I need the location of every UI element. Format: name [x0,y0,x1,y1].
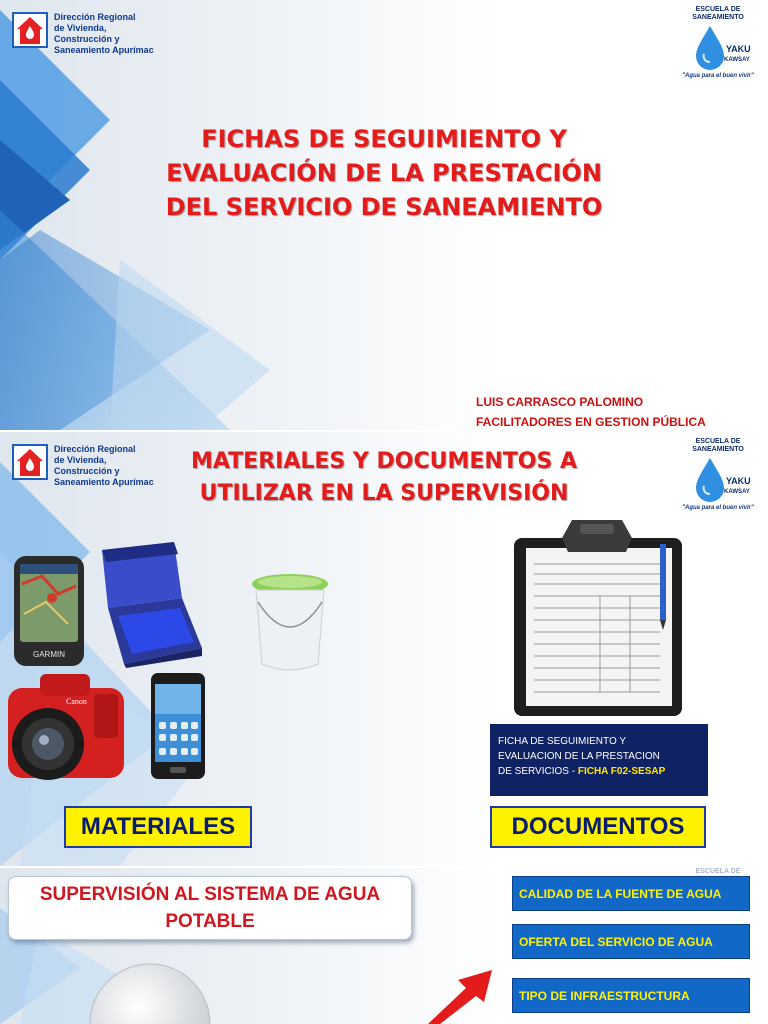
presenter-role: FACILITADORES EN GESTION PÚBLICA [476,415,706,429]
school-motto: "Agua para el buen vivir" [682,73,754,79]
caption-line: EVALUACION DE LA PRESTACION [498,751,660,762]
house-drop-logo-icon [12,12,48,48]
school-brand-line: KAWSAY [724,57,750,63]
organization-logo [12,12,154,56]
school-brand-line: KAWSAY [724,489,750,495]
form-code: FICHA F02-SESAP [577,766,666,777]
sphere-image [88,960,212,1024]
gps-brand-text: GARMIN [33,650,65,659]
organization-name [54,12,154,56]
presenter-credits [476,392,706,432]
slide-materials [0,432,768,866]
materials-label: MATERIALES [64,806,252,848]
camera-brand-text: Canon [66,697,87,706]
option-infrastructure-type[interactable]: TIPO DE INFRAESTRUCTURA [512,978,750,1013]
option-water-service-offer[interactable]: OFERTA DEL SERVICIO DE AGUA [512,924,750,959]
school-brand-line: YAKU [726,476,751,486]
caption-line: FICHA DE SEGUIMIENTO Y [498,736,626,747]
school-name-line: ESCUELA DE [695,6,741,13]
red-arrow-icon [424,966,500,1024]
school-name-line: SANEAMIENTO [692,14,744,21]
water-drop-icon [690,24,751,72]
school-name-line: SANEAMIENTO [692,446,744,453]
header-line: POTABLE [165,911,255,932]
title-line: FICHAS DE SEGUIMIENTO Y [201,125,567,153]
organization-line: Dirección Regional [54,12,136,22]
presenter-name: LUIS CARRASCO PALOMINO [476,395,644,409]
school-brand-line: YAKU [726,44,751,54]
organization-line: de Vivienda, [54,23,107,33]
header-line: SUPERVISIÓN AL SISTEMA DE AGUA [39,884,381,905]
camera-image [4,668,124,788]
title-line: MATERIALES Y DOCUMENTOS A [190,449,578,474]
title-line: UTILIZAR EN LA SUPERVISIÓN [199,481,569,506]
ink-pad-image [98,542,204,668]
gps-device-image [12,554,86,668]
organization-line: Construcción y [54,466,120,476]
caption-line: DE SERVICIOS - [498,766,578,777]
slide-supervision [0,868,768,1024]
title-line: DEL SERVICIO DE SANEAMIENTO [165,193,603,221]
school-name-line: ESCUELA DE [695,868,741,875]
organization-line: de Vivienda, [54,455,107,465]
clipboard-image [510,518,686,718]
title-line: EVALUACIÓN DE LA PRESTACIÓN [166,159,602,187]
sample-bucket-image [248,572,332,676]
slide-title-heading [0,446,768,510]
option-water-source-quality[interactable]: CALIDAD DE LA FUENTE DE AGUA [512,876,750,911]
organization-line: Saneamiento Apurímac [54,45,154,55]
slide-title-heading [0,122,768,224]
organization-line: Saneamiento Apurímac [54,477,154,487]
school-motto: "Agua para el buen vivir" [682,505,754,511]
organization-line: Dirección Regional [54,444,136,454]
documents-label: DOCUMENTOS [490,806,706,848]
document-caption [490,724,708,796]
slide-title [0,0,768,430]
section-header [8,876,412,940]
school-name-line: ESCUELA DE [695,438,741,445]
school-logo [678,6,758,79]
organization-line: Construcción y [54,34,120,44]
smartphone-image [150,672,206,780]
